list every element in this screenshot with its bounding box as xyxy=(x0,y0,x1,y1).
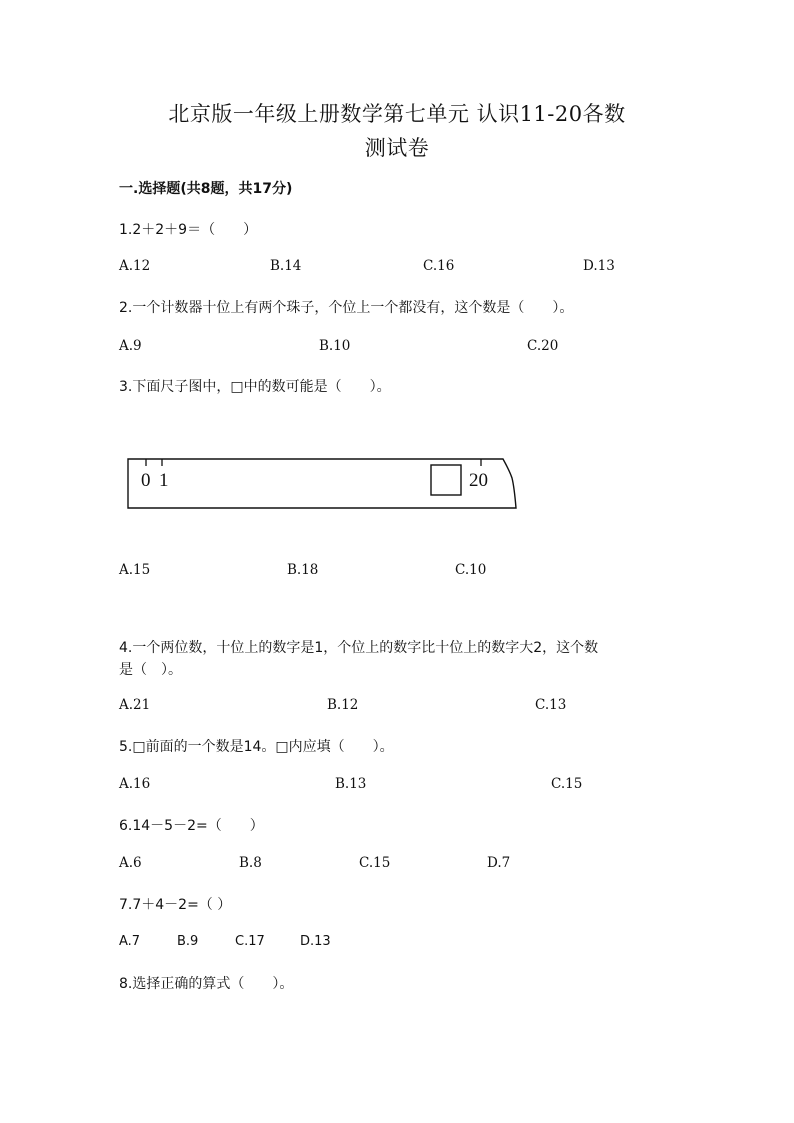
ruler-outline xyxy=(128,459,516,508)
question-1-option-c: C.16 xyxy=(423,258,455,274)
question-6-option-b: B.8 xyxy=(239,855,262,871)
question-6-option-d: D.7 xyxy=(487,855,511,871)
question-3-option-a: A.15 xyxy=(119,562,151,578)
question-6-stem: 6.14－5－2=（ ） xyxy=(119,818,264,834)
ruler-figure xyxy=(126,448,522,518)
question-7-option-a: A.7 xyxy=(119,934,141,949)
question-7-stem: 7.7＋4－2=（ ） xyxy=(119,897,232,913)
document-title-line1: 北京版一年级上册数学第七单元 认识11-20各数 xyxy=(168,102,626,126)
question-5-option-b: B.13 xyxy=(335,776,367,792)
question-4-stem-line2: 是（ ）。 xyxy=(119,662,182,678)
document-title-line2: 测试卷 xyxy=(364,136,430,160)
question-2-stem: 2.一个计数器十位上有两个珠子，个位上一个都没有，这个数是（ ）。 xyxy=(119,300,574,316)
question-3-option-b: B.18 xyxy=(287,562,319,578)
question-3-stem: 3.下面尺子图中，□中的数可能是（ ）。 xyxy=(119,379,391,395)
question-6-option-a: A.6 xyxy=(119,855,142,871)
question-5-option-c: C.15 xyxy=(551,776,583,792)
question-7-option-b: B.9 xyxy=(177,934,199,949)
question-1-option-d: D.13 xyxy=(583,258,615,274)
question-3-option-c: C.10 xyxy=(455,562,487,578)
unknown-number-box xyxy=(431,465,461,495)
question-2-option-c: C.20 xyxy=(527,338,559,354)
question-5-option-a: A.16 xyxy=(119,776,151,792)
question-4-option-c: C.13 xyxy=(535,697,567,713)
question-4-option-b: B.12 xyxy=(327,697,359,713)
question-7-option-c: C.17 xyxy=(235,934,265,949)
question-1-option-a: A.12 xyxy=(119,258,151,274)
question-7-option-d: D.13 xyxy=(300,934,331,949)
ruler-label-1: 1 xyxy=(159,470,169,491)
question-1-option-b: B.14 xyxy=(270,258,302,274)
question-2-option-a: A.9 xyxy=(119,338,142,354)
question-4-option-a: A.21 xyxy=(119,697,151,713)
question-6-option-c: C.15 xyxy=(359,855,391,871)
question-4-stem-line1: 4.一个两位数，十位上的数字是1，个位上的数字比十位上的数字大2，这个数 xyxy=(119,640,599,656)
question-5-stem: 5.□前面的一个数是14。□内应填（ ）。 xyxy=(119,739,394,755)
section-heading: 一.选择题(共8题，共17分) xyxy=(119,181,293,197)
question-1-stem: 1.2＋2＋9＝（ ） xyxy=(119,222,258,238)
ruler-label-20: 20 xyxy=(469,470,488,491)
question-2-option-b: B.10 xyxy=(319,338,351,354)
question-8-stem: 8.选择正确的算式（ ）。 xyxy=(119,976,294,992)
ruler-label-0: 0 xyxy=(141,470,151,491)
ruler-drawing xyxy=(126,448,522,514)
